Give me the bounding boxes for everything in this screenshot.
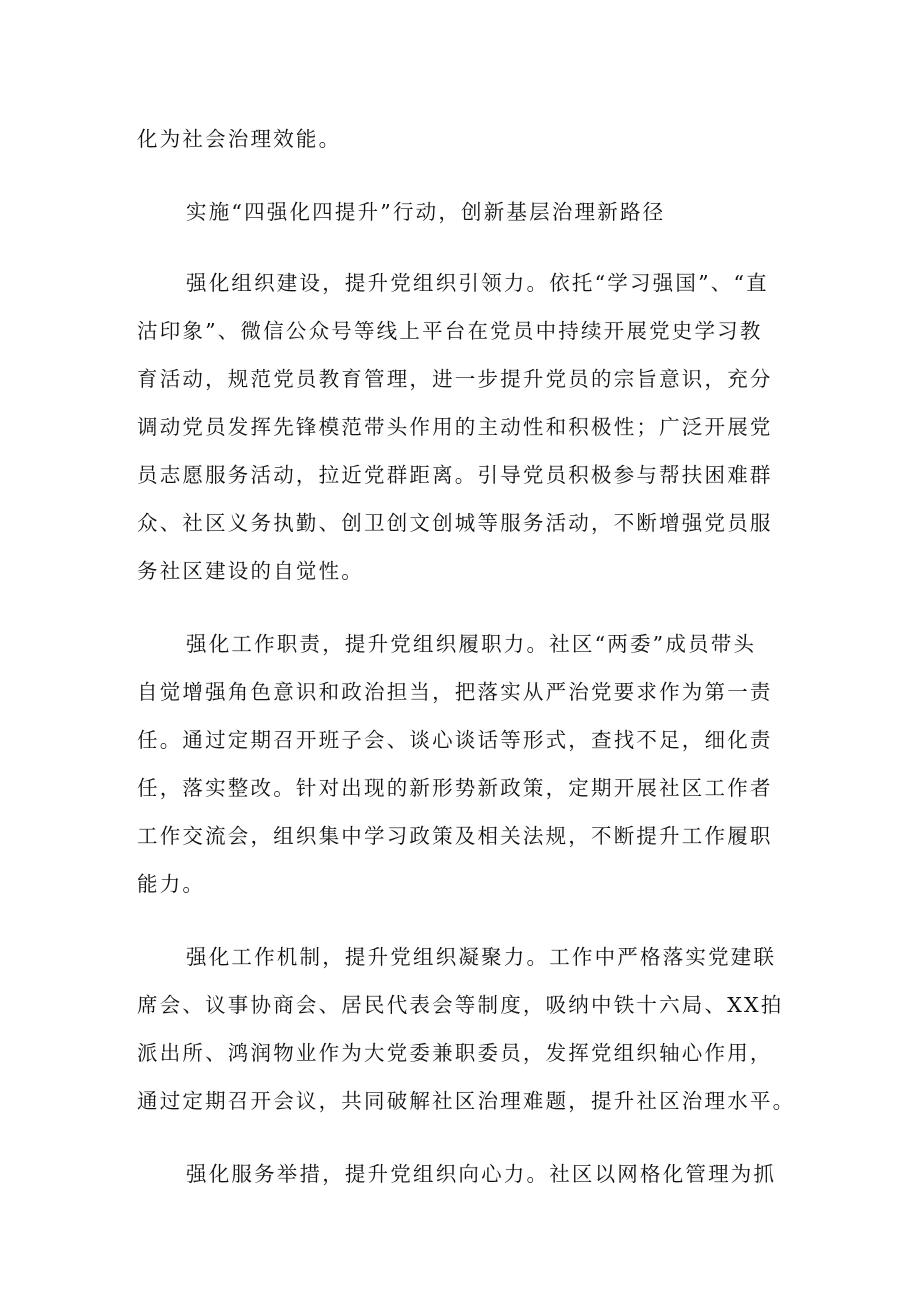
text-line: 派出所、鸿润物业作为大党委兼职委员，发挥党组织轴心作用，	[137, 1041, 773, 1065]
text-line: 调动党员发挥先锋模范带头作用的主动性和积极性；广泛开展党	[137, 415, 773, 439]
text-line: 众、社区义务执勤、创卫创文创城等服务活动，不断增强党员服	[137, 511, 773, 535]
text-line: 育活动，规范党员教育管理，进一步提升党员的宗旨意识，充分	[137, 367, 773, 391]
text-line: 强化服务举措，提升党组织向心力。社区以网格化管理为抓	[186, 1162, 777, 1186]
section-heading: 实施“四强化四提升”行动，创新基层治理新路径	[186, 200, 666, 224]
text-line: 强化工作职责，提升党组织履职力。社区“两委”成员带头	[186, 632, 757, 656]
text-line: 强化组织建设，提升党组织引领力。依托“学习强国”、“直	[186, 271, 769, 295]
text-line: 沽印象”、微信公众号等线上平台在党员中持续开展党史学习教	[137, 319, 763, 343]
text-line: 员志愿服务活动，拉近党群距离。引导党员积极参与帮扶困难群	[137, 463, 773, 487]
text-line: 席会、议事协商会、居民代表会等制度，吸纳中铁十六局、XX拍	[137, 993, 784, 1017]
text-line: 工作交流会，组织集中学习政策及相关法规，不断提升工作履职	[137, 824, 773, 848]
text-line: 自觉增强角色意识和政治担当，把落实从严治党要求作为第一责	[137, 680, 773, 704]
text-line: 化为社会治理效能。	[137, 127, 342, 151]
text-line: 务社区建设的自觉性。	[137, 559, 364, 583]
text-line: 任。通过定期召开班子会、谈心谈话等形式，查找不足，细化责	[137, 728, 773, 752]
text-line: 通过定期召开会议，共同破解社区治理难题，提升社区治理水平。	[137, 1089, 796, 1113]
text-line: 任，落实整改。针对出现的新形势新政策，定期开展社区工作者	[137, 776, 773, 800]
text-line: 能力。	[137, 872, 206, 896]
text-line: 强化工作机制，提升党组织凝聚力。工作中严格落实党建联	[186, 945, 777, 969]
